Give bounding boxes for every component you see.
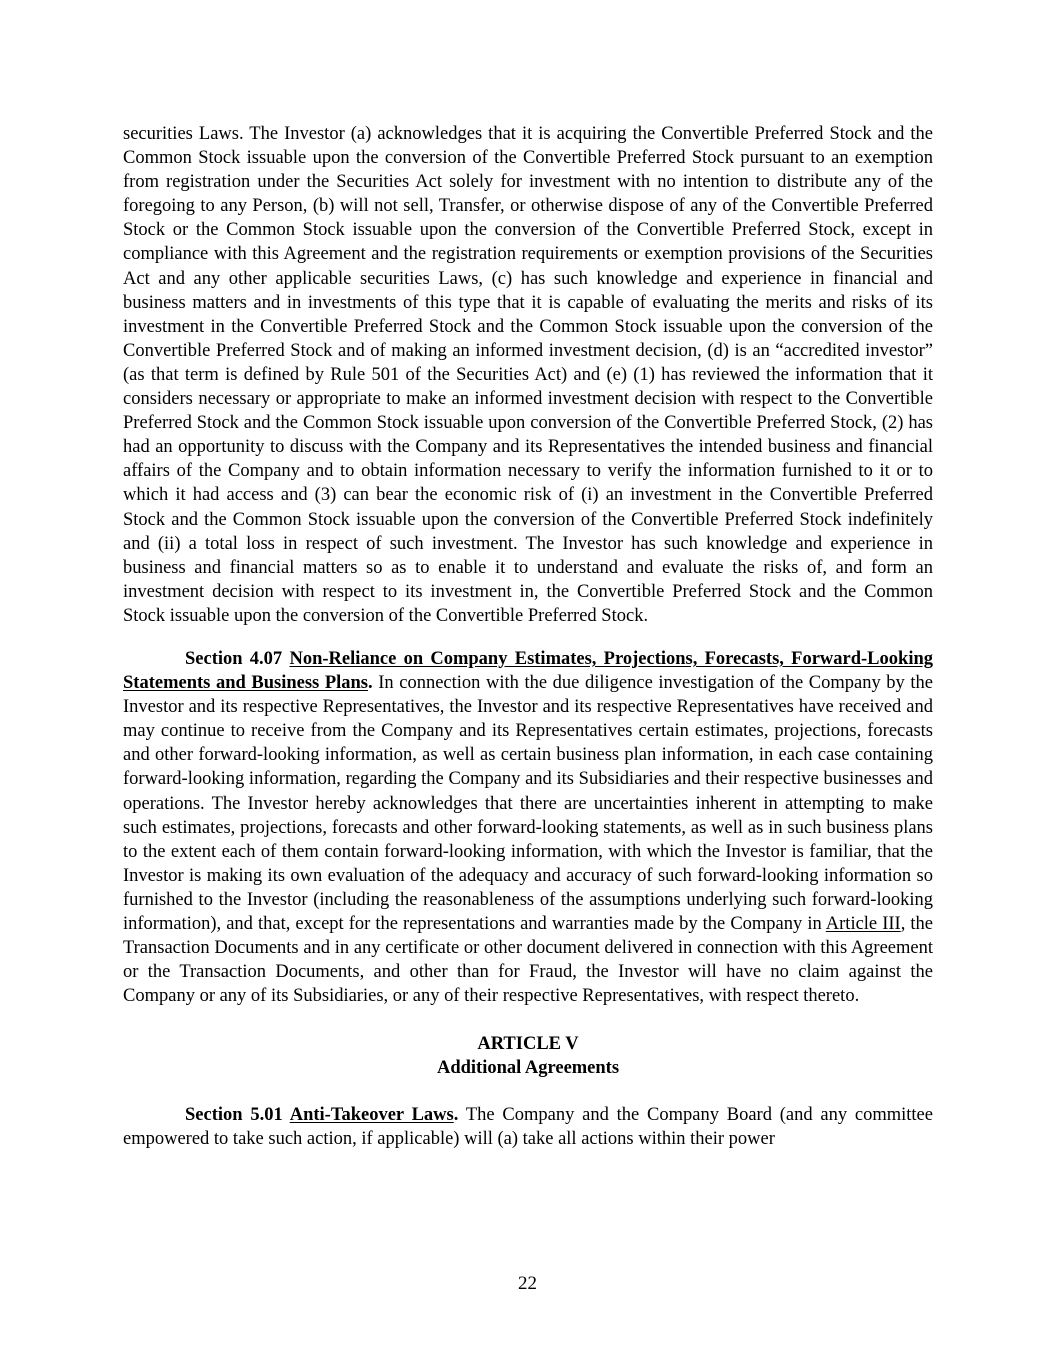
article-v-heading-block [123, 1032, 933, 1080]
section-5-01-title: Anti-Takeover Laws [289, 1104, 454, 1125]
continuation-paragraph-text: securities Laws. The Investor (a) acknowledges that it is acquiring the Convertible Preferred Stock and the Common Stock issuable upon the conversion of the Convertible Preferred Stock pursuant to an exemption from registration under the Securities Act solely for investment with no intention to distribute any of the foregoing to any Person, (b) will not sell, Transfer, or otherwise dispose of any of the Convertible Preferred Stock or the Common Stock issuable upon the conversion of the Convertible Preferred Stock, except in compliance with this Agreement and the registration requirements or exemption provisions of the Securities Act and any other applicable securities Laws, (c) has such knowledge and experience in financial and business matters and in investments of this type that it is capable of evaluating the merits and risks of its investment in the Convertible Preferred Stock and the Common Stock issuable upon the conversion of the Convertible Preferred Stock and of making an informed investment decision, (d) is an “accredited investor” (as that term is defined by Rule 501 of the Securities Act) and (e) (1) has reviewed the information that it considers necessary or appropriate to make an informed investment decision with respect to the Convertible Preferred Stock and the Common Stock issuable upon conversion of the Convertible Preferred Stock, (2) has had an opportunity to discuss with the Company and its Representatives the intended business and financial affairs of the Company and to obtain information necessary to verify the information furnished to it or to which it had access and (3) can bear the economic risk of (i) an investment in the Convertible Preferred Stock and the Common Stock issuable upon the conversion of the Convertible Preferred Stock indefinitely and (ii) a total loss in respect of such investment. The Investor has such knowledge and experience in business and financial matters so as to enable it to understand and evaluate the risks of, and form an investment decision with respect to its investment in, the Convertible Preferred Stock and the Common Stock issuable upon the conversion of the Convertible Preferred Stock. [123, 124, 933, 626]
page-number: 22 [518, 1273, 537, 1294]
section-5-01-label: Section 5.01 [185, 1104, 283, 1125]
article-v-subheading: Additional Agreements [436, 1058, 620, 1079]
section-5-01-body: The Company and the Company Board (and any committee empowered to take such action, if applicable) will (a) take all actions within their power [123, 1104, 933, 1149]
section-4-07-title: Non-Reliance on Company Estimates, Projections, Forecasts, Forward-Looking Statements and Business Plans [123, 648, 933, 694]
section-4-07-title-period: . [368, 673, 373, 694]
page-footer [0, 1272, 1055, 1296]
section-4-07-paragraph [123, 647, 933, 1008]
section-5-01-title-period: . [453, 1104, 459, 1125]
section-4-07-body-before-reference: In connection with the due diligence investigation of the Company by the Investor and its respective Representatives, the Investor and its respective Representatives have received and may continue to receive from the Company and its Representatives certain estimates, projections, forecasts and other forward-looking information, as well as certain business plan information, in each case containing forward-looking information, regarding the Company and its Subsidiaries and their respective businesses and operations. The Investor hereby acknowledges that there are uncertainties inherent in attempting to make such estimates, projections, forecasts and other forward-looking statements, as well as in such business plans to the extent each of them contain forward-looking information, with which the Investor is familiar, that the Investor is making its own evaluation of the adequacy and accuracy of such forward-looking information so furnished to the Investor (including the reasonableness of the assumptions underlying such forward-looking information), and that, except for the representations and warranties made by the Company in [123, 673, 933, 934]
section-4-07-body-after-reference: , the Transaction Documents and in any certificate or other document delivered in connection with this Agreement or the Transaction Documents, and other than for Fraud, the Investor will have no claim against the Company or any of its Subsidiaries, or any of their respective Representatives, with respect thereto. [123, 914, 933, 1007]
section-5-01-paragraph [123, 1103, 933, 1151]
continuation-paragraph [123, 122, 933, 628]
section-4-07-label: Section 4.07 [185, 648, 283, 669]
article-v-heading: ARTICLE V [477, 1034, 579, 1055]
article-iii-reference: Article III [825, 914, 901, 934]
